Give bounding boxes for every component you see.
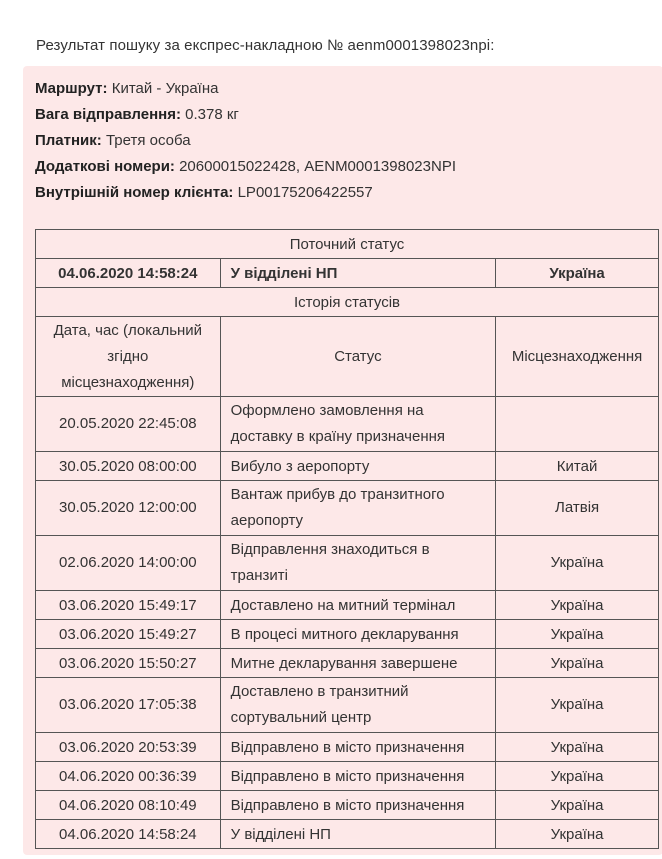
row-status: В процесі митного декларування	[220, 620, 496, 649]
info-payer	[35, 128, 456, 154]
info-label: Вага відправлення:	[35, 106, 181, 123]
row-status: Вибуло з аеропорту	[220, 452, 496, 481]
row-date: 03.06.2020 15:49:17	[36, 591, 221, 620]
row-date: 04.06.2020 00:36:39	[36, 762, 221, 791]
row-status: Відправлено в місто призначення	[220, 762, 496, 791]
table-row	[36, 678, 659, 733]
info-value: Третя особа	[105, 132, 191, 149]
current-status-header	[36, 230, 659, 259]
info-label: Додаткові номери:	[35, 158, 175, 175]
row-location: Україна	[496, 591, 659, 620]
current-status: У відділені НП	[220, 259, 496, 288]
row-status: Доставлено на митний термінал	[220, 591, 496, 620]
info-label: Внутрішній номер клієнта:	[35, 184, 234, 201]
info-route	[35, 76, 456, 102]
row-location: Україна	[496, 678, 659, 733]
current-location: Україна	[496, 259, 659, 288]
table-row	[36, 791, 659, 820]
row-location: Україна	[496, 620, 659, 649]
row-date: 03.06.2020 15:50:27	[36, 649, 221, 678]
row-status: Митне декларування завершене	[220, 649, 496, 678]
table-row	[36, 452, 659, 481]
column-headers	[36, 317, 659, 397]
column-header-status: Статус	[220, 317, 496, 397]
row-date: 20.05.2020 22:45:08	[36, 397, 221, 452]
info-value: 20600015022428, AENM0001398023NPI	[179, 158, 456, 175]
info-label: Платник:	[35, 132, 102, 149]
status-table	[35, 229, 659, 849]
search-result-heading: Результат пошуку за експрес-накладною № aenm0001398023npi:	[36, 37, 495, 54]
table-row	[36, 481, 659, 536]
row-status: У відділені НП	[220, 820, 496, 849]
info-client-number	[35, 180, 456, 206]
row-location: Латвія	[496, 481, 659, 536]
table-row	[36, 620, 659, 649]
column-header-location: Місцезнаходження	[496, 317, 659, 397]
history-title: Історія статусів	[36, 288, 659, 317]
info-weight	[35, 102, 456, 128]
history-rows	[36, 397, 659, 849]
row-location: Україна	[496, 762, 659, 791]
table-row	[36, 591, 659, 620]
table-row	[36, 536, 659, 591]
history-header	[36, 288, 659, 317]
row-date: 02.06.2020 14:00:00	[36, 536, 221, 591]
row-location: Україна	[496, 536, 659, 591]
table-row	[36, 820, 659, 849]
row-date: 03.06.2020 15:49:27	[36, 620, 221, 649]
current-date: 04.06.2020 14:58:24	[36, 259, 221, 288]
shipment-info	[35, 76, 456, 206]
info-label: Маршрут:	[35, 80, 108, 97]
table-row	[36, 397, 659, 452]
row-location: Україна	[496, 820, 659, 849]
row-status: Відправлено в місто призначення	[220, 733, 496, 762]
result-panel	[23, 66, 662, 855]
row-location: Україна	[496, 733, 659, 762]
info-value: 0.378 кг	[185, 106, 239, 123]
row-status: Оформлено замовлення на доставку в країну призначення	[220, 397, 496, 452]
row-date: 30.05.2020 12:00:00	[36, 481, 221, 536]
row-status: Відправлено в місто призначення	[220, 791, 496, 820]
row-location: Китай	[496, 452, 659, 481]
row-status: Відправлення знаходиться в транзиті	[220, 536, 496, 591]
table-row	[36, 733, 659, 762]
row-date: 03.06.2020 17:05:38	[36, 678, 221, 733]
row-date: 04.06.2020 14:58:24	[36, 820, 221, 849]
row-date: 04.06.2020 08:10:49	[36, 791, 221, 820]
table-row	[36, 762, 659, 791]
row-location: Україна	[496, 649, 659, 678]
current-status-title: Поточний статус	[36, 230, 659, 259]
row-location: Україна	[496, 791, 659, 820]
table-row	[36, 649, 659, 678]
row-date: 03.06.2020 20:53:39	[36, 733, 221, 762]
row-status: Вантаж прибув до транзитного аеропорту	[220, 481, 496, 536]
info-value: Китай - Україна	[111, 80, 219, 97]
row-date: 30.05.2020 08:00:00	[36, 452, 221, 481]
column-header-date: Дата, час (локальний згідно місцезнаходження)	[36, 317, 221, 397]
row-location	[496, 397, 659, 452]
info-value: LP00175206422557	[237, 184, 373, 201]
info-extra-numbers	[35, 154, 456, 180]
current-status-row	[36, 259, 659, 288]
row-status: Доставлено в транзитний сортувальний центр	[220, 678, 496, 733]
